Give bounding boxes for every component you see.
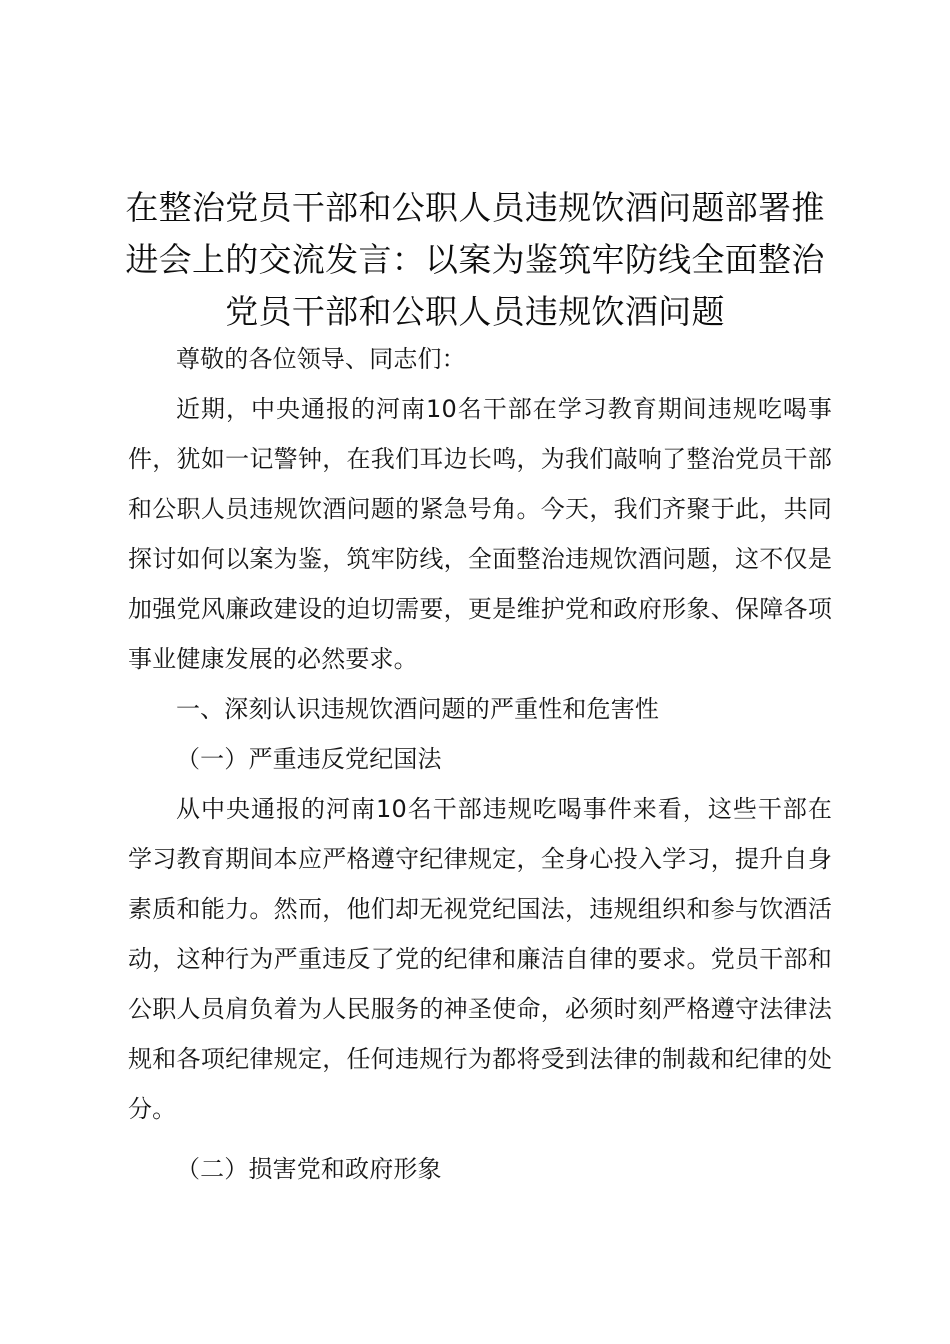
- subsection-2-heading: （二）损害党和政府形象: [176, 1155, 442, 1183]
- document-body: [128, 334, 832, 1194]
- section-1-heading: 一、深刻认识违规饮酒问题的严重性和危害性: [176, 695, 659, 723]
- salutation: 尊敬的各位领导、同志们：: [176, 345, 466, 373]
- subsection-1-paragraph: 从中央通报的河南10名干部违规吃喝事件来看，这些干部在学习教育期间本应严格遵守纪律规定，全身心投入学习，提升自身素质和能力。然而，他们却无视党纪国法，违规组织和参与饮酒活动，这种行为严重违反了党的纪律和廉洁自律的要求。党员干部和公职人员肩负着为人民服务的神圣使命，必须时刻严格遵守法律法规和各项纪律规定，任何违规行为都将受到法律的制裁和纪律的处分。: [128, 795, 832, 1123]
- intro-paragraph: 近期，中央通报的河南10名干部在学习教育期间违规吃喝事件，犹如一记警钟，在我们耳边长鸣，为我们敲响了整治党员干部和公职人员违规饮酒问题的紧急号角。今天，我们齐聚于此，共同探讨如何以案为鉴，筑牢防线，全面整治违规饮酒问题，这不仅是加强党风廉政建设的迫切需要，更是维护党和政府形象、保障各项事业健康发展的必然要求。: [128, 395, 832, 673]
- subsection-1-heading: （一）严重违反党纪国法: [176, 745, 442, 773]
- document-title: 在整治党员干部和公职人员违规饮酒问题部署推进会上的交流发言：以案为鉴筑牢防线全面整治党员干部和公职人员违规饮酒问题: [125, 188, 825, 331]
